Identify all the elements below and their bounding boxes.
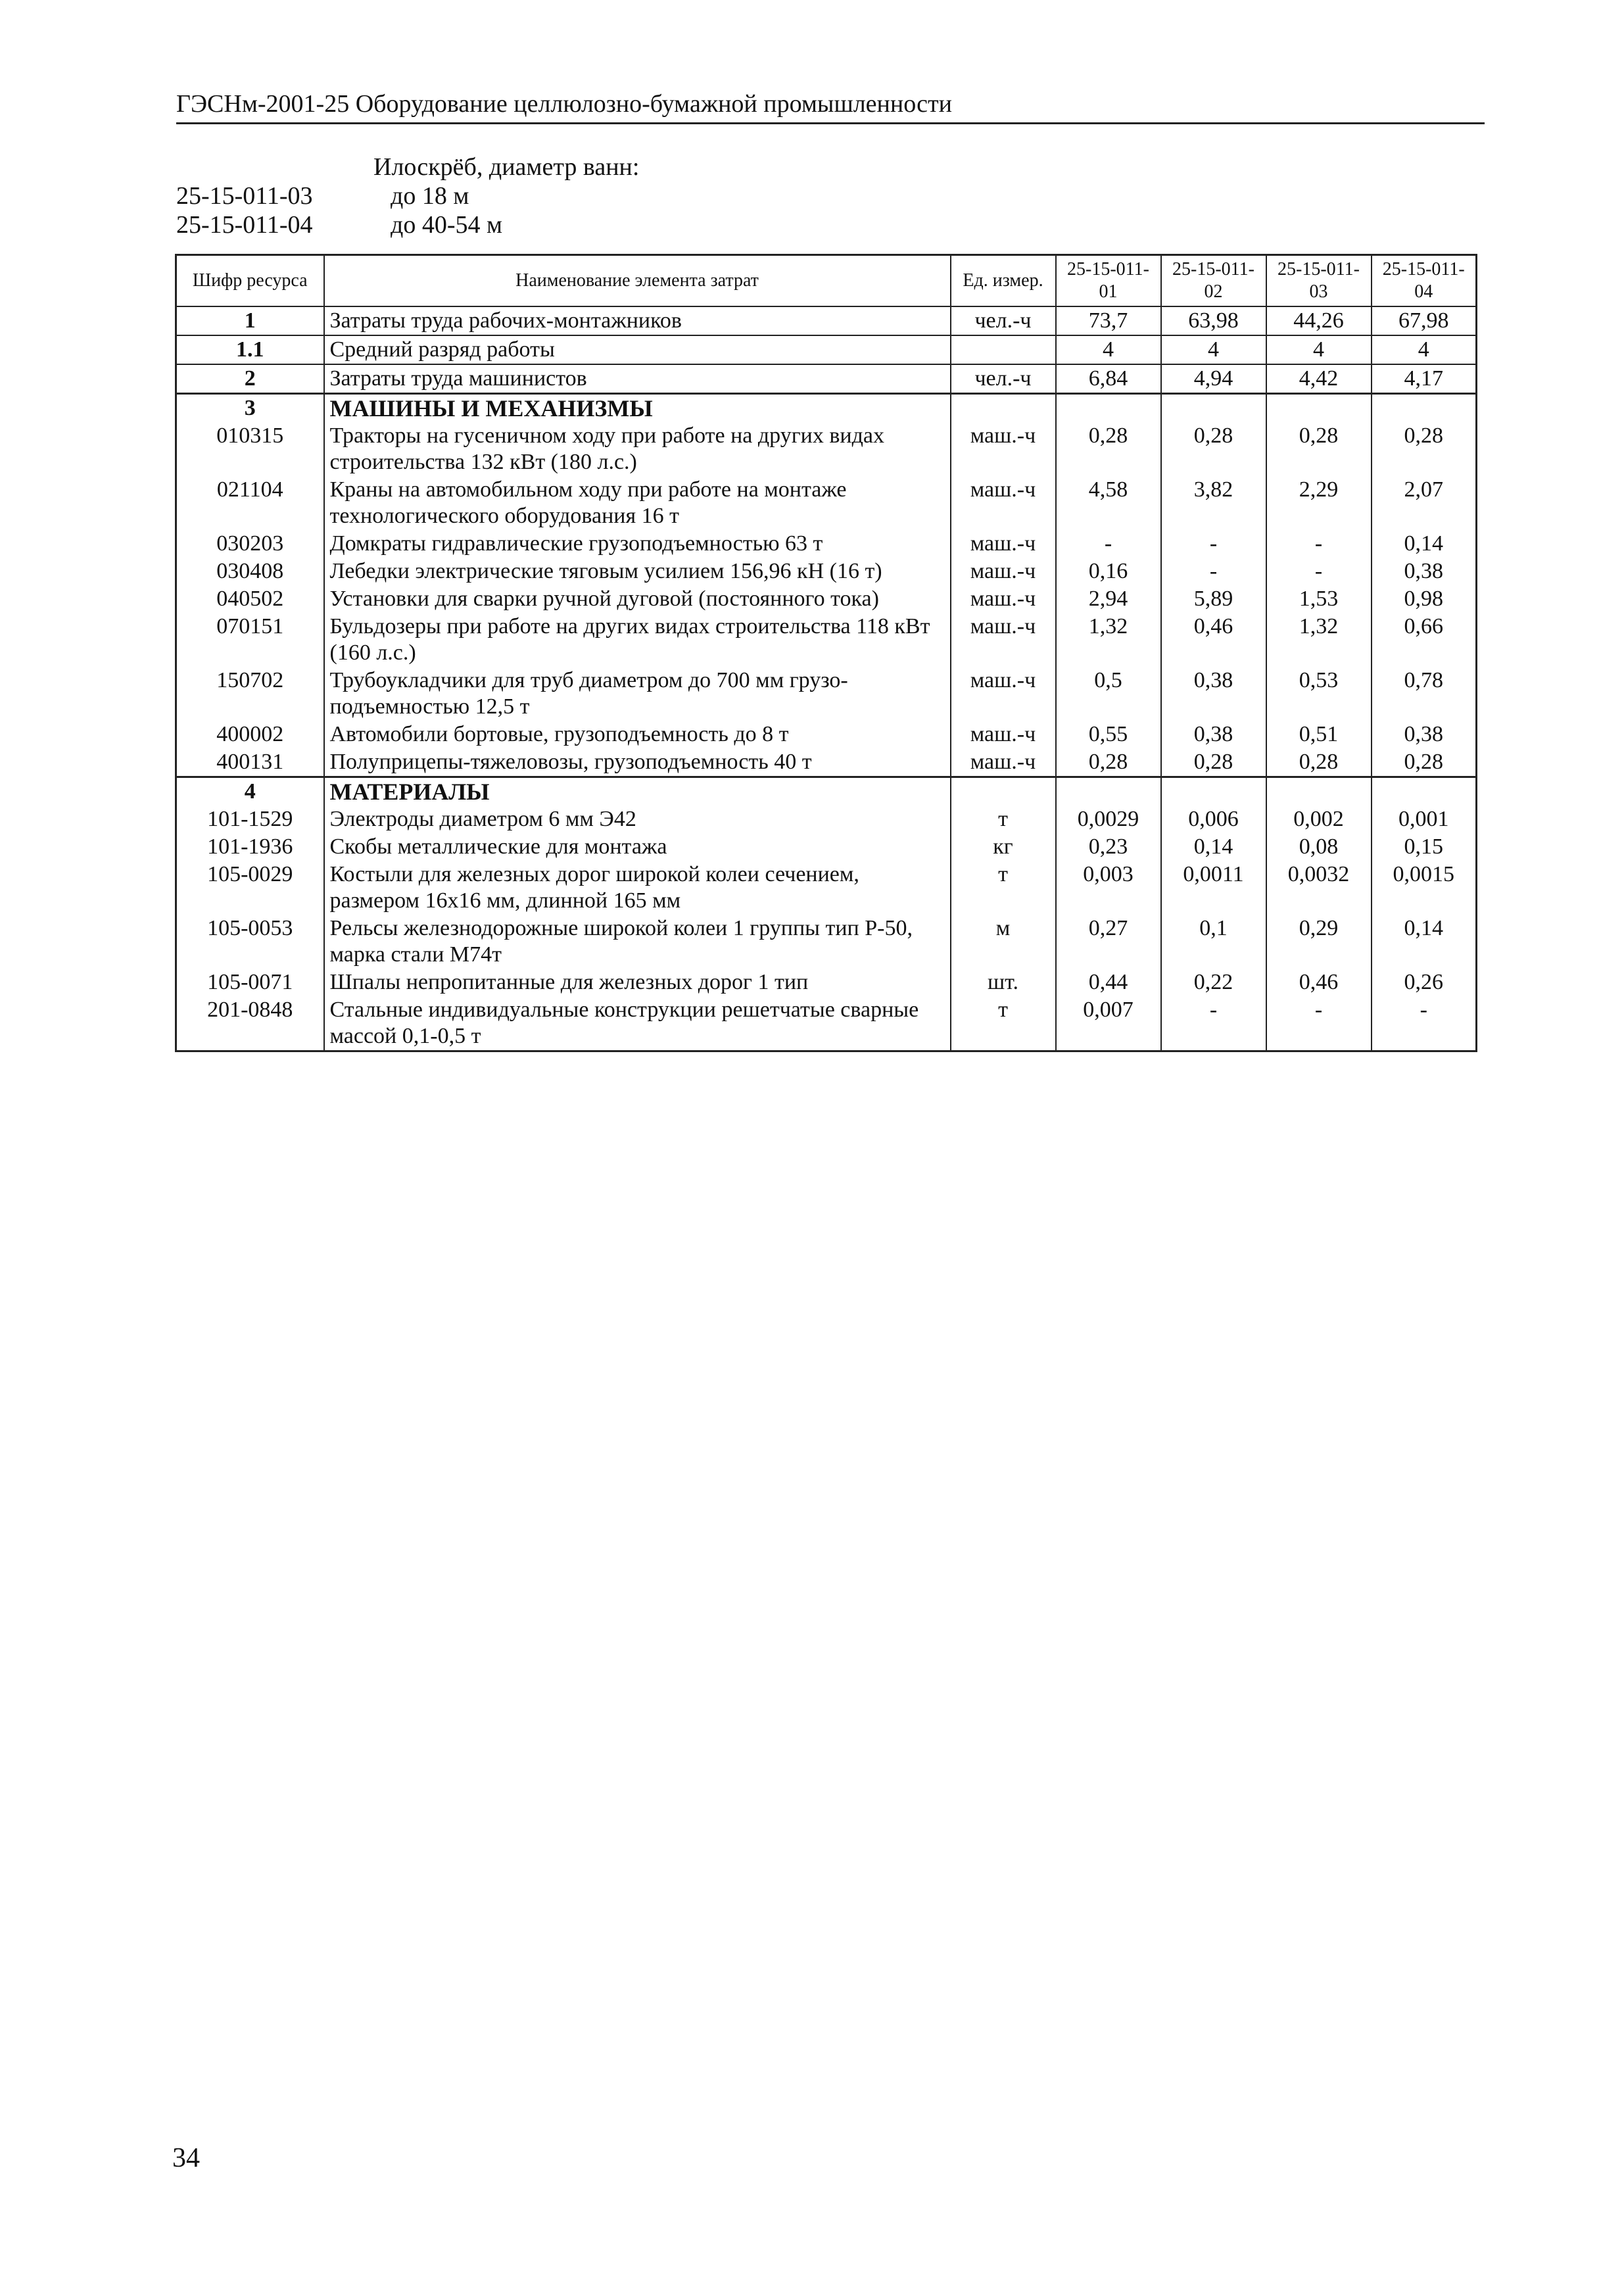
value-cell: 4,42 — [1266, 364, 1372, 394]
value-cell: 0,28 — [1056, 748, 1161, 777]
resource-name: Краны на автомобильном ходу при работе на монтаже технологического оборудования 16 т — [324, 476, 951, 530]
resource-name: Шпалы непропитанные для железных дорог 1 тип — [324, 969, 951, 996]
document-title: ГЭСНм-2001-25 Оборудование целлюлозно-бумажной промышленности — [176, 90, 952, 118]
value-cell: 0,007 — [1056, 996, 1161, 1051]
resource-code: 3 — [176, 394, 324, 423]
value-cell — [1056, 394, 1161, 423]
intro-item — [176, 210, 639, 239]
value-cell: 0,15 — [1372, 833, 1477, 861]
unit-cell: шт. — [951, 969, 1056, 996]
unit-cell: м — [951, 915, 1056, 969]
value-cell: 0,14 — [1161, 833, 1266, 861]
resource-code: 4 — [176, 777, 324, 806]
value-cell: 0,006 — [1161, 806, 1266, 833]
value-cell: 0,28 — [1266, 422, 1372, 476]
table-row — [176, 861, 1477, 915]
resource-name: Автомобили бортовые, грузоподъемность до 8 т — [324, 721, 951, 748]
value-cell: 0,14 — [1372, 915, 1477, 969]
resource-code: 1 — [176, 306, 324, 335]
resource-name: Трубоукладчики для труб диаметром до 700 мм грузо-подъемностью 12,5 т — [324, 667, 951, 721]
resource-name: Полуприцепы-тяжеловозы, грузоподъемность 40 т — [324, 748, 951, 777]
value-cell: 4 — [1161, 335, 1266, 364]
value-cell: 3,82 — [1161, 476, 1266, 530]
intro-item-code: 25-15-011-04 — [176, 211, 313, 239]
value-cell: 4 — [1056, 335, 1161, 364]
table-row — [176, 530, 1477, 558]
table-row — [176, 476, 1477, 530]
value-cell: 0,1 — [1161, 915, 1266, 969]
value-cell: 0,46 — [1266, 969, 1372, 996]
value-cell: 2,07 — [1372, 476, 1477, 530]
value-cell: 0,22 — [1161, 969, 1266, 996]
resource-code: 101-1529 — [176, 806, 324, 833]
header-col-2: 25-15-011-02 — [1161, 255, 1266, 307]
table-row — [176, 806, 1477, 833]
unit-cell: маш.-ч — [951, 476, 1056, 530]
unit-cell: чел.-ч — [951, 306, 1056, 335]
value-cell: 0,28 — [1161, 748, 1266, 777]
table-row — [176, 335, 1477, 364]
resource-name: Средний разряд работы — [324, 335, 951, 364]
resource-code: 030408 — [176, 558, 324, 585]
intro-item-code: 25-15-011-03 — [176, 182, 313, 210]
unit-cell: маш.-ч — [951, 748, 1056, 777]
value-cell: 0,08 — [1266, 833, 1372, 861]
intro-item-text: до 40-54 м — [391, 211, 503, 239]
value-cell: - — [1161, 530, 1266, 558]
value-cell — [1266, 394, 1372, 423]
value-cell: 0,29 — [1266, 915, 1372, 969]
value-cell: 0,28 — [1372, 422, 1477, 476]
header-code: Шифр ресурса — [176, 255, 324, 307]
value-cell: 0,0015 — [1372, 861, 1477, 915]
resource-name: Затраты труда рабочих-монтажников — [324, 306, 951, 335]
resource-code: 150702 — [176, 667, 324, 721]
section-heading: МАТЕРИАЛЫ — [324, 777, 951, 806]
value-cell: - — [1056, 530, 1161, 558]
value-cell: 4,94 — [1161, 364, 1266, 394]
value-cell: 63,98 — [1161, 306, 1266, 335]
table-row — [176, 996, 1477, 1051]
value-cell: - — [1161, 558, 1266, 585]
value-cell: 0,51 — [1266, 721, 1372, 748]
unit-cell: маш.-ч — [951, 530, 1056, 558]
value-cell: 4 — [1266, 335, 1372, 364]
table-row — [176, 748, 1477, 777]
value-cell: 6,84 — [1056, 364, 1161, 394]
intro-item-text: до 18 м — [391, 182, 469, 210]
value-cell: - — [1372, 996, 1477, 1051]
unit-cell: т — [951, 806, 1056, 833]
value-cell: 0,38 — [1161, 667, 1266, 721]
unit-cell — [951, 777, 1056, 806]
table-row — [176, 422, 1477, 476]
value-cell: 0,98 — [1372, 585, 1477, 613]
header-unit: Ед. измер. — [951, 255, 1056, 307]
resource-code: 2 — [176, 364, 324, 394]
value-cell: 4 — [1372, 335, 1477, 364]
header-col-4: 25-15-011-04 — [1372, 255, 1477, 307]
table-row — [176, 969, 1477, 996]
table-row — [176, 833, 1477, 861]
value-cell: 0,001 — [1372, 806, 1477, 833]
table-row — [176, 364, 1477, 394]
value-cell: 0,66 — [1372, 613, 1477, 667]
value-cell: 0,0029 — [1056, 806, 1161, 833]
value-cell: 0,38 — [1372, 721, 1477, 748]
value-cell: 5,89 — [1161, 585, 1266, 613]
unit-cell: маш.-ч — [951, 585, 1056, 613]
section-heading: МАШИНЫ И МЕХАНИЗМЫ — [324, 394, 951, 423]
intro-caption: Илоскрёб, диаметр ванн: — [373, 153, 640, 181]
resource-table — [175, 254, 1477, 1052]
value-cell: 0,38 — [1161, 721, 1266, 748]
value-cell: 0,002 — [1266, 806, 1372, 833]
resource-name: Стальные индивидуальные конструкции решетчатые сварные массой 0,1-0,5 т — [324, 996, 951, 1051]
value-cell: 0,44 — [1056, 969, 1161, 996]
value-cell: 0,26 — [1372, 969, 1477, 996]
value-cell: - — [1266, 558, 1372, 585]
table-row — [176, 721, 1477, 748]
table-row — [176, 558, 1477, 585]
table-row — [176, 613, 1477, 667]
header-col-1: 25-15-011-01 — [1056, 255, 1161, 307]
value-cell: 0,38 — [1372, 558, 1477, 585]
page-number: 34 — [172, 2143, 200, 2173]
value-cell — [1372, 394, 1477, 423]
value-cell — [1161, 777, 1266, 806]
table-header-row — [176, 255, 1477, 307]
resource-code: 1.1 — [176, 335, 324, 364]
header-name: Наименование элемента затрат — [324, 255, 951, 307]
value-cell: 0,28 — [1372, 748, 1477, 777]
header-col-3: 25-15-011-03 — [1266, 255, 1372, 307]
resource-name: Лебедки электрические тяговым усилием 156,96 кН (16 т) — [324, 558, 951, 585]
table-body — [176, 306, 1477, 1051]
resource-name: Бульдозеры при работе на других видах строительства 118 кВт (160 л.с.) — [324, 613, 951, 667]
resource-code: 201-0848 — [176, 996, 324, 1051]
resource-name: Домкраты гидравлические грузоподъемностью 63 т — [324, 530, 951, 558]
value-cell: 2,29 — [1266, 476, 1372, 530]
resource-code: 101-1936 — [176, 833, 324, 861]
unit-cell: чел.-ч — [951, 364, 1056, 394]
resource-name: Костыли для железных дорог широкой колеи сечением, размером 16х16 мм, длинной 165 мм — [324, 861, 951, 915]
value-cell — [1266, 777, 1372, 806]
value-cell: 0,78 — [1372, 667, 1477, 721]
value-cell: 0,28 — [1056, 422, 1161, 476]
resource-code: 400002 — [176, 721, 324, 748]
value-cell: 4,58 — [1056, 476, 1161, 530]
value-cell: - — [1266, 996, 1372, 1051]
value-cell — [1056, 777, 1161, 806]
unit-cell — [951, 335, 1056, 364]
value-cell: 1,53 — [1266, 585, 1372, 613]
value-cell: 73,7 — [1056, 306, 1161, 335]
value-cell — [1161, 394, 1266, 423]
resource-name: Рельсы железнодорожные широкой колеи 1 группы тип Р-50, марка стали М74т — [324, 915, 951, 969]
table-row — [176, 667, 1477, 721]
value-cell: 0,28 — [1266, 748, 1372, 777]
resource-name: Скобы металлические для монтажа — [324, 833, 951, 861]
unit-cell: т — [951, 861, 1056, 915]
value-cell: 0,0032 — [1266, 861, 1372, 915]
value-cell: 0,53 — [1266, 667, 1372, 721]
resource-code: 040502 — [176, 585, 324, 613]
value-cell: - — [1266, 530, 1372, 558]
resource-name: Тракторы на гусеничном ходу при работе на других видах строительства 132 кВт (180 л.с.) — [324, 422, 951, 476]
intro-item — [176, 181, 639, 210]
resource-name: Установки для сварки ручной дуговой (постоянного тока) — [324, 585, 951, 613]
value-cell: 0,0011 — [1161, 861, 1266, 915]
resource-code: 400131 — [176, 748, 324, 777]
value-cell: - — [1161, 996, 1266, 1051]
unit-cell: маш.-ч — [951, 558, 1056, 585]
resource-code: 105-0053 — [176, 915, 324, 969]
table-row — [176, 394, 1477, 423]
resource-name: Электроды диаметром 6 мм Э42 — [324, 806, 951, 833]
value-cell: 0,28 — [1161, 422, 1266, 476]
table-row — [176, 306, 1477, 335]
table-row — [176, 777, 1477, 806]
value-cell: 0,5 — [1056, 667, 1161, 721]
resource-code: 010315 — [176, 422, 324, 476]
resource-code: 105-0071 — [176, 969, 324, 996]
unit-cell: маш.-ч — [951, 613, 1056, 667]
value-cell: 0,14 — [1372, 530, 1477, 558]
page-header — [176, 88, 1485, 124]
value-cell: 0,16 — [1056, 558, 1161, 585]
resource-code: 070151 — [176, 613, 324, 667]
table-row — [176, 585, 1477, 613]
value-cell: 67,98 — [1372, 306, 1477, 335]
value-cell: 0,27 — [1056, 915, 1161, 969]
value-cell: 0,55 — [1056, 721, 1161, 748]
value-cell: 44,26 — [1266, 306, 1372, 335]
resource-code: 021104 — [176, 476, 324, 530]
value-cell: 0,23 — [1056, 833, 1161, 861]
unit-cell — [951, 394, 1056, 423]
unit-cell: т — [951, 996, 1056, 1051]
resource-code: 105-0029 — [176, 861, 324, 915]
section-intro — [176, 153, 639, 239]
value-cell: 2,94 — [1056, 585, 1161, 613]
value-cell: 0,46 — [1161, 613, 1266, 667]
table-row — [176, 915, 1477, 969]
unit-cell: маш.-ч — [951, 422, 1056, 476]
value-cell: 1,32 — [1056, 613, 1161, 667]
resource-code: 030203 — [176, 530, 324, 558]
unit-cell: маш.-ч — [951, 721, 1056, 748]
value-cell — [1372, 777, 1477, 806]
resource-name: Затраты труда машинистов — [324, 364, 951, 394]
value-cell: 4,17 — [1372, 364, 1477, 394]
value-cell: 0,003 — [1056, 861, 1161, 915]
unit-cell: маш.-ч — [951, 667, 1056, 721]
unit-cell: кг — [951, 833, 1056, 861]
value-cell: 1,32 — [1266, 613, 1372, 667]
